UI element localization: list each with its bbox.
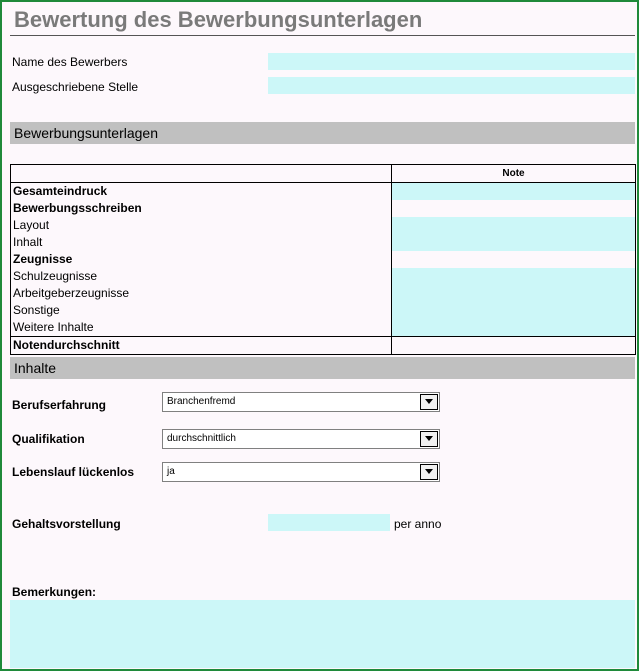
criteria-label: Zeugnisse (11, 251, 392, 268)
salary-label: Gehaltsvorstellung (12, 517, 121, 531)
average-grade-label: Notendurchschnitt (11, 337, 392, 355)
criteria-label: Layout (11, 217, 392, 234)
average-grade-value (392, 337, 636, 355)
criteria-label: Schulzeugnisse (11, 268, 392, 285)
applicant-name-label: Name des Bewerbers (12, 55, 128, 69)
grade-cell[interactable] (392, 251, 636, 268)
grading-table (10, 164, 636, 355)
qualification-label: Qualifikation (12, 432, 85, 446)
grade-cell[interactable] (392, 319, 636, 337)
table-header-criteria (11, 165, 392, 183)
criteria-label: Inhalt (11, 234, 392, 251)
chevron-down-icon[interactable] (420, 464, 438, 480)
chevron-down-icon[interactable] (420, 394, 438, 410)
table-row (11, 285, 636, 302)
section-documents: Bewerbungsunterlagen (10, 122, 635, 144)
table-header-row (11, 165, 636, 183)
grade-cell[interactable] (392, 302, 636, 319)
table-row (11, 183, 636, 201)
table-header-grade: Note (392, 165, 636, 183)
salary-unit: per anno (394, 517, 442, 531)
criteria-label: Bewerbungsschreiben (11, 200, 392, 217)
experience-label: Berufserfahrung (12, 398, 107, 412)
grade-cell[interactable] (392, 268, 636, 285)
criteria-label: Sonstige (11, 302, 392, 319)
chevron-down-icon[interactable] (420, 431, 438, 447)
position-field[interactable] (268, 77, 635, 94)
table-row (11, 234, 636, 251)
cv-complete-label: Lebenslauf lückenlos (12, 465, 135, 479)
remarks-textarea[interactable] (10, 600, 635, 668)
remarks-label: Bemerkungen: (12, 585, 97, 599)
table-row (11, 200, 636, 217)
section-contents: Inhalte (10, 357, 635, 379)
criteria-label: Gesamteindruck (11, 183, 392, 201)
cv-complete-value: ja (167, 466, 175, 477)
grade-cell[interactable] (392, 183, 636, 201)
qualification-value: durchschnittlich (167, 433, 236, 444)
criteria-label: Arbeitgeberzeugnisse (11, 285, 392, 302)
grade-cell[interactable] (392, 234, 636, 251)
applicant-name-field[interactable] (268, 53, 635, 70)
page-title: Bewertung des Bewerbungsunterlagen (14, 7, 423, 32)
qualification-select[interactable] (162, 429, 440, 449)
table-row (11, 251, 636, 268)
table-row (11, 268, 636, 285)
position-label: Ausgeschriebene Stelle (12, 80, 139, 94)
criteria-label: Weitere Inhalte (11, 319, 392, 337)
grade-cell[interactable] (392, 285, 636, 302)
table-row (11, 319, 636, 337)
salary-field[interactable] (268, 514, 390, 531)
cv-complete-select[interactable] (162, 462, 440, 482)
grade-cell[interactable] (392, 200, 636, 217)
experience-value: Branchenfremd (167, 396, 236, 407)
title-divider (10, 35, 635, 36)
table-total-row (11, 337, 636, 355)
grade-cell[interactable] (392, 217, 636, 234)
table-row (11, 302, 636, 319)
experience-select[interactable] (162, 392, 440, 412)
table-row (11, 217, 636, 234)
